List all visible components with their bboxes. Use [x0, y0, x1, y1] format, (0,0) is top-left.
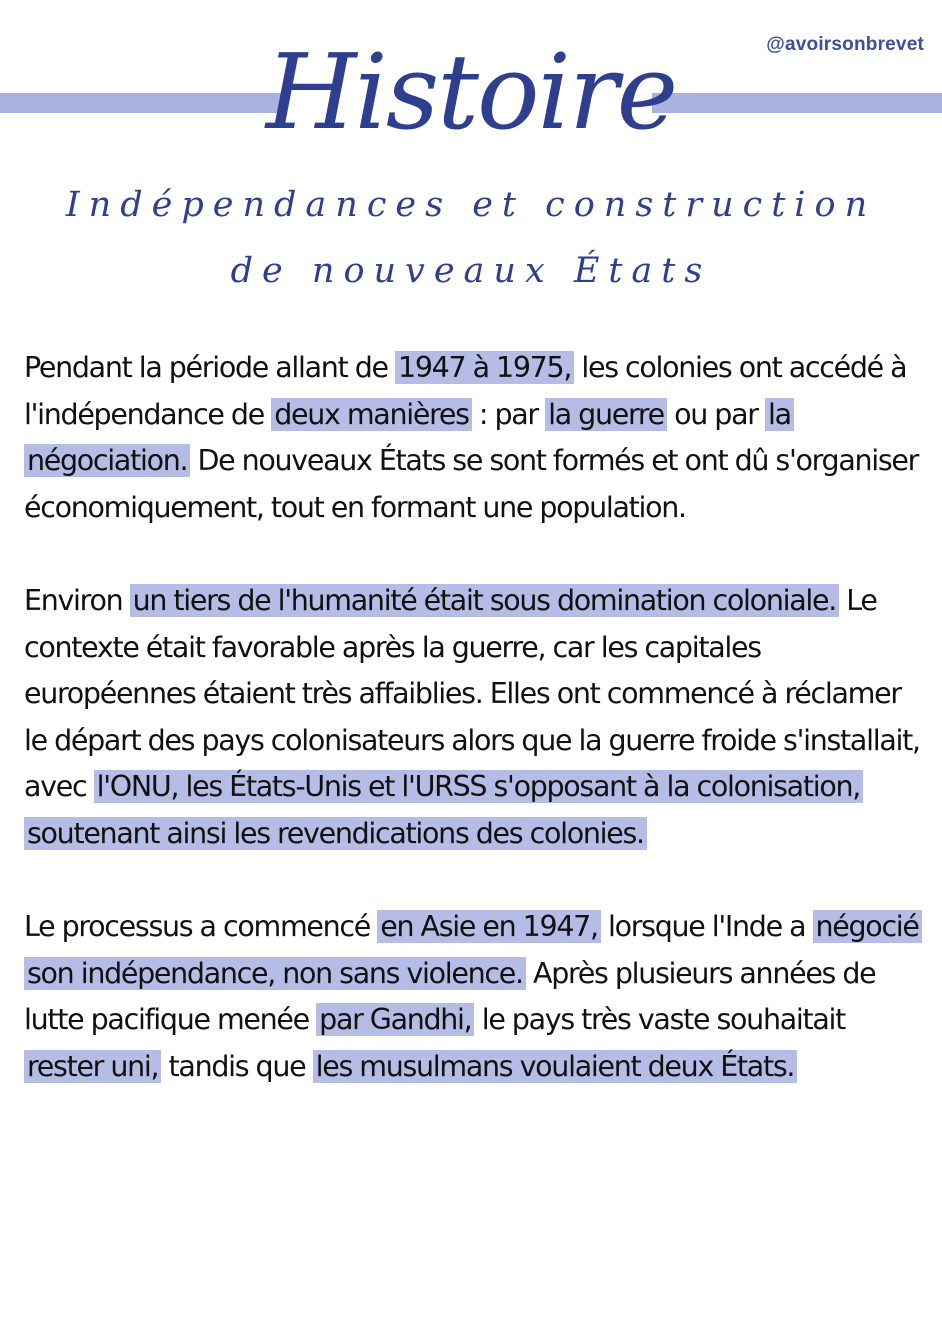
highlighted-text: 1947 à 1975, — [395, 351, 574, 384]
page-subtitle: Indépendances et construction de nouveaux États — [65, 185, 877, 291]
highlighted-text: la guerre — [545, 398, 667, 431]
text-segment: Le contexte était favorable après la guerre, car les capitales européennes étaient très affaiblies. Elles ont commencé à réclamer le départ des pays colonisateurs alors que la guerre froide s'installait, avec — [24, 584, 920, 803]
author-handle: @avoirsonbrevet — [766, 34, 924, 55]
highlighted-text: par Gandhi, — [316, 1003, 474, 1036]
text-segment: Après plusieurs années de lutte pacifique menée — [24, 956, 876, 1036]
highlighted-text: négocié son indépendance, non sans violence. — [24, 910, 922, 990]
text-segment: Pendant la période allant de — [24, 351, 395, 384]
lesson-content — [24, 345, 924, 1137]
text-segment: : par — [471, 397, 546, 431]
highlighted-text: rester uni, — [24, 1050, 161, 1083]
highlighted-text: la négociation. — [24, 398, 794, 478]
text-segment: le pays très vaste souhaitait — [474, 1003, 846, 1036]
text-segment: Environ — [24, 584, 130, 617]
text-segment: les colonies ont accédé à l'indépendance de — [24, 351, 907, 431]
paragraph — [24, 904, 924, 1090]
highlighted-text: l'ONU, les États-Unis et l'URSS s'opposant à la colonisation, soutenant ainsi les revendications des colonies. — [24, 770, 863, 850]
highlighted-text: deux manières — [271, 398, 471, 431]
paragraph — [24, 578, 924, 857]
text-segment: tandis que — [161, 1049, 313, 1083]
highlighted-text: les musulmans voulaient deux États. — [313, 1050, 798, 1083]
text-segment: ou par — [666, 397, 765, 431]
text-segment: Le processus a commencé — [24, 910, 378, 943]
page-title: Histoire — [265, 31, 677, 153]
text-segment: lorsque l'Inde a — [600, 910, 813, 943]
highlighted-text: un tiers de l'humanité était sous domination coloniale. — [130, 584, 839, 617]
paragraph — [24, 345, 924, 531]
highlighted-text: en Asie en 1947, — [377, 910, 600, 943]
text-segment: De nouveaux États se sont formés et ont dû s'organiser économiquement, tout en formant une population. — [24, 444, 919, 524]
